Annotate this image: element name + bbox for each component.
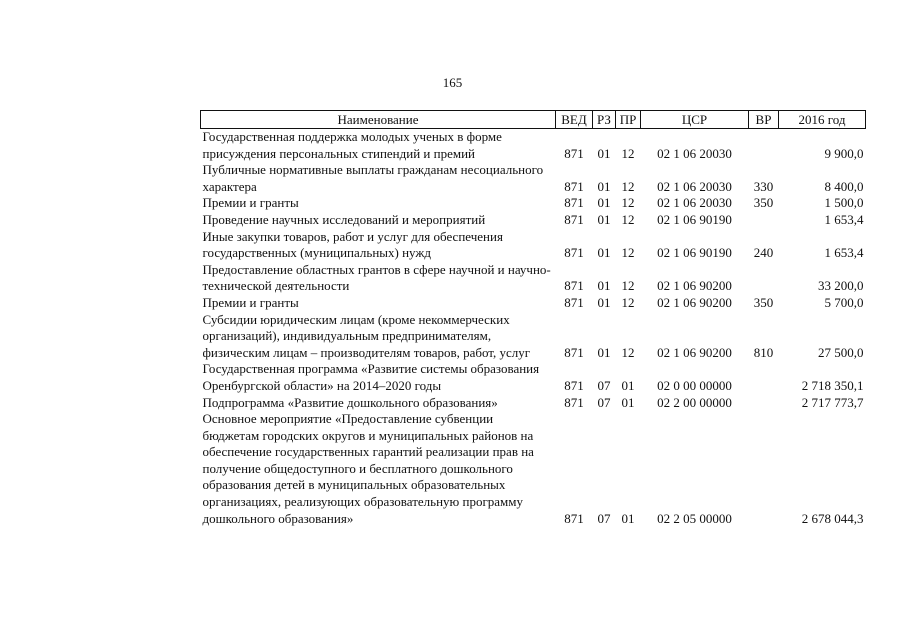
row-amount: 1 653,4 bbox=[824, 245, 864, 261]
row-rz: 01 bbox=[597, 294, 611, 310]
row-amount: 9 900,0 bbox=[824, 145, 864, 161]
row-name-line: образования детей в муниципальных образовательных bbox=[202, 477, 506, 493]
row-vr: 350 bbox=[753, 195, 774, 211]
table-row bbox=[201, 212, 866, 229]
row-ved: 871 bbox=[564, 278, 584, 294]
row-vr bbox=[749, 262, 779, 295]
row-ved: 871 bbox=[564, 195, 584, 211]
table-row bbox=[201, 361, 866, 394]
row-vr: 810 bbox=[753, 344, 774, 360]
table-row bbox=[201, 162, 866, 195]
row-csr: 02 0 00 00000 bbox=[657, 377, 732, 393]
row-name bbox=[201, 361, 556, 394]
row-name-line: бюджетам городских округов и муниципальных районов на bbox=[202, 427, 534, 443]
row-rz: 07 bbox=[597, 394, 611, 410]
row-name-line: Государственная поддержка молодых ученых в форме bbox=[202, 129, 502, 144]
row-amount: 1 500,0 bbox=[824, 195, 864, 211]
row-csr: 02 1 06 90200 bbox=[657, 344, 732, 360]
row-vr bbox=[749, 411, 779, 527]
row-name bbox=[201, 295, 556, 312]
table-row bbox=[201, 129, 866, 163]
row-vr bbox=[749, 361, 779, 394]
table-row bbox=[201, 395, 866, 412]
header-ved: ВЕД bbox=[556, 111, 593, 129]
row-name-line: Оренбургской области» на 2014–2020 годы bbox=[202, 377, 442, 393]
header-vr: ВР bbox=[749, 111, 779, 129]
row-csr: 02 1 06 20030 bbox=[657, 195, 732, 211]
row-ved: 871 bbox=[564, 145, 584, 161]
row-csr: 02 1 06 90190 bbox=[657, 211, 732, 227]
row-csr: 02 1 06 90200 bbox=[657, 294, 732, 310]
row-pr: 12 bbox=[621, 245, 635, 261]
row-rz: 01 bbox=[597, 195, 611, 211]
row-name-line: Публичные нормативные выплаты гражданам несоциального bbox=[202, 162, 544, 178]
row-name-line: государственных (муниципальных) нужд bbox=[202, 245, 431, 261]
row-name bbox=[201, 395, 556, 412]
row-csr: 02 2 05 00000 bbox=[657, 510, 732, 526]
row-ved: 871 bbox=[564, 510, 584, 526]
row-name-line: Государственная программа «Развитие системы образования bbox=[202, 361, 540, 377]
row-amount: 5 700,0 bbox=[824, 294, 864, 310]
row-pr: 01 bbox=[621, 377, 635, 393]
row-name-line: физическим лицам – производителям товаров, работ, услуг bbox=[202, 344, 531, 360]
row-amount: 1 653,4 bbox=[824, 211, 864, 227]
row-amount: 2 717 773,7 bbox=[801, 394, 864, 410]
table-row bbox=[201, 411, 866, 527]
row-rz: 01 bbox=[597, 278, 611, 294]
row-name-line: технической деятельности bbox=[202, 278, 350, 294]
row-amount: 33 200,0 bbox=[818, 278, 864, 294]
row-name-line: Субсидии юридическим лицам (кроме некоммерческих bbox=[202, 311, 510, 327]
row-pr: 12 bbox=[621, 278, 635, 294]
header-csr: ЦСР bbox=[641, 111, 749, 129]
row-ved: 871 bbox=[564, 394, 584, 410]
row-rz: 01 bbox=[597, 344, 611, 360]
header-name: Наименование bbox=[201, 111, 556, 129]
row-vr bbox=[749, 129, 779, 163]
row-amount: 2 718 350,1 bbox=[801, 377, 864, 393]
row-vr bbox=[749, 395, 779, 412]
row-ved: 871 bbox=[564, 178, 584, 194]
row-name bbox=[201, 212, 556, 229]
row-name-line: Основное мероприятие «Предоставление субвенции bbox=[202, 411, 494, 427]
row-name-line: получение общедоступного и бесплатного дошкольного bbox=[202, 460, 513, 476]
row-ved: 871 bbox=[564, 344, 584, 360]
row-name-line: Проведение научных исследований и мероприятий bbox=[202, 211, 486, 227]
row-vr: 240 bbox=[753, 245, 774, 261]
row-csr: 02 1 06 90190 bbox=[657, 245, 732, 261]
table-row bbox=[201, 195, 866, 212]
row-name-line: Премии и гранты bbox=[202, 195, 299, 211]
row-name-line: Предоставление областных грантов в сфере научной и научно- bbox=[202, 261, 551, 277]
row-vr: 330 bbox=[753, 178, 774, 194]
row-pr: 12 bbox=[621, 294, 635, 310]
row-csr: 02 1 06 20030 bbox=[657, 145, 732, 161]
row-name-line: организациях, реализующих образовательную программу bbox=[202, 494, 524, 510]
row-pr: 12 bbox=[621, 195, 635, 211]
row-rz: 07 bbox=[597, 377, 611, 393]
row-rz: 01 bbox=[597, 145, 611, 161]
row-rz: 01 bbox=[597, 178, 611, 194]
budget-table bbox=[200, 110, 866, 527]
row-ved: 871 bbox=[564, 211, 584, 227]
row-name bbox=[201, 229, 556, 262]
row-name-line: Иные закупки товаров, работ и услуг для обеспечения bbox=[202, 228, 503, 244]
row-amount: 8 400,0 bbox=[824, 178, 864, 194]
row-name bbox=[201, 129, 556, 163]
row-pr: 01 bbox=[621, 510, 635, 526]
row-name bbox=[201, 312, 556, 362]
row-name bbox=[201, 162, 556, 195]
row-name bbox=[201, 411, 556, 527]
row-rz: 07 bbox=[597, 510, 611, 526]
header-amount: 2016 год bbox=[779, 111, 866, 129]
row-name bbox=[201, 195, 556, 212]
row-name-line: Премии и гранты bbox=[202, 294, 299, 310]
page-number: 165 bbox=[442, 75, 463, 90]
row-name-line: присуждения персональных стипендий и премий bbox=[202, 145, 475, 161]
row-name-line: организаций), индивидуальным предпринимателям, bbox=[202, 328, 492, 344]
row-ved: 871 bbox=[564, 377, 584, 393]
header-pr: ПР bbox=[616, 111, 641, 129]
row-vr bbox=[749, 212, 779, 229]
row-name-line: обеспечение государственных гарантий реализации прав на bbox=[202, 444, 534, 460]
row-name-line: дошкольного образования» bbox=[202, 510, 354, 526]
row-amount: 2 678 044,3 bbox=[801, 510, 864, 526]
table-row bbox=[201, 295, 866, 312]
row-pr: 12 bbox=[621, 178, 635, 194]
row-name bbox=[201, 262, 556, 295]
row-csr: 02 2 00 00000 bbox=[657, 394, 732, 410]
row-pr: 12 bbox=[621, 211, 635, 227]
table-row bbox=[201, 229, 866, 262]
row-pr: 12 bbox=[621, 344, 635, 360]
row-csr: 02 1 06 90200 bbox=[657, 278, 732, 294]
row-amount: 27 500,0 bbox=[818, 344, 864, 360]
table-header-row bbox=[201, 111, 866, 129]
row-rz: 01 bbox=[597, 211, 611, 227]
table-row bbox=[201, 312, 866, 362]
row-ved: 871 bbox=[564, 294, 584, 310]
row-name-line: Подпрограмма «Развитие дошкольного образования» bbox=[202, 394, 498, 410]
header-rz: РЗ bbox=[593, 111, 616, 129]
row-vr: 350 bbox=[753, 294, 774, 310]
table-row bbox=[201, 262, 866, 295]
row-pr: 12 bbox=[621, 145, 635, 161]
table-body bbox=[201, 129, 866, 528]
row-ved: 871 bbox=[564, 245, 584, 261]
row-pr: 01 bbox=[621, 394, 635, 410]
row-csr: 02 1 06 20030 bbox=[657, 178, 732, 194]
row-rz: 01 bbox=[597, 245, 611, 261]
row-name-line: характера bbox=[202, 178, 257, 194]
